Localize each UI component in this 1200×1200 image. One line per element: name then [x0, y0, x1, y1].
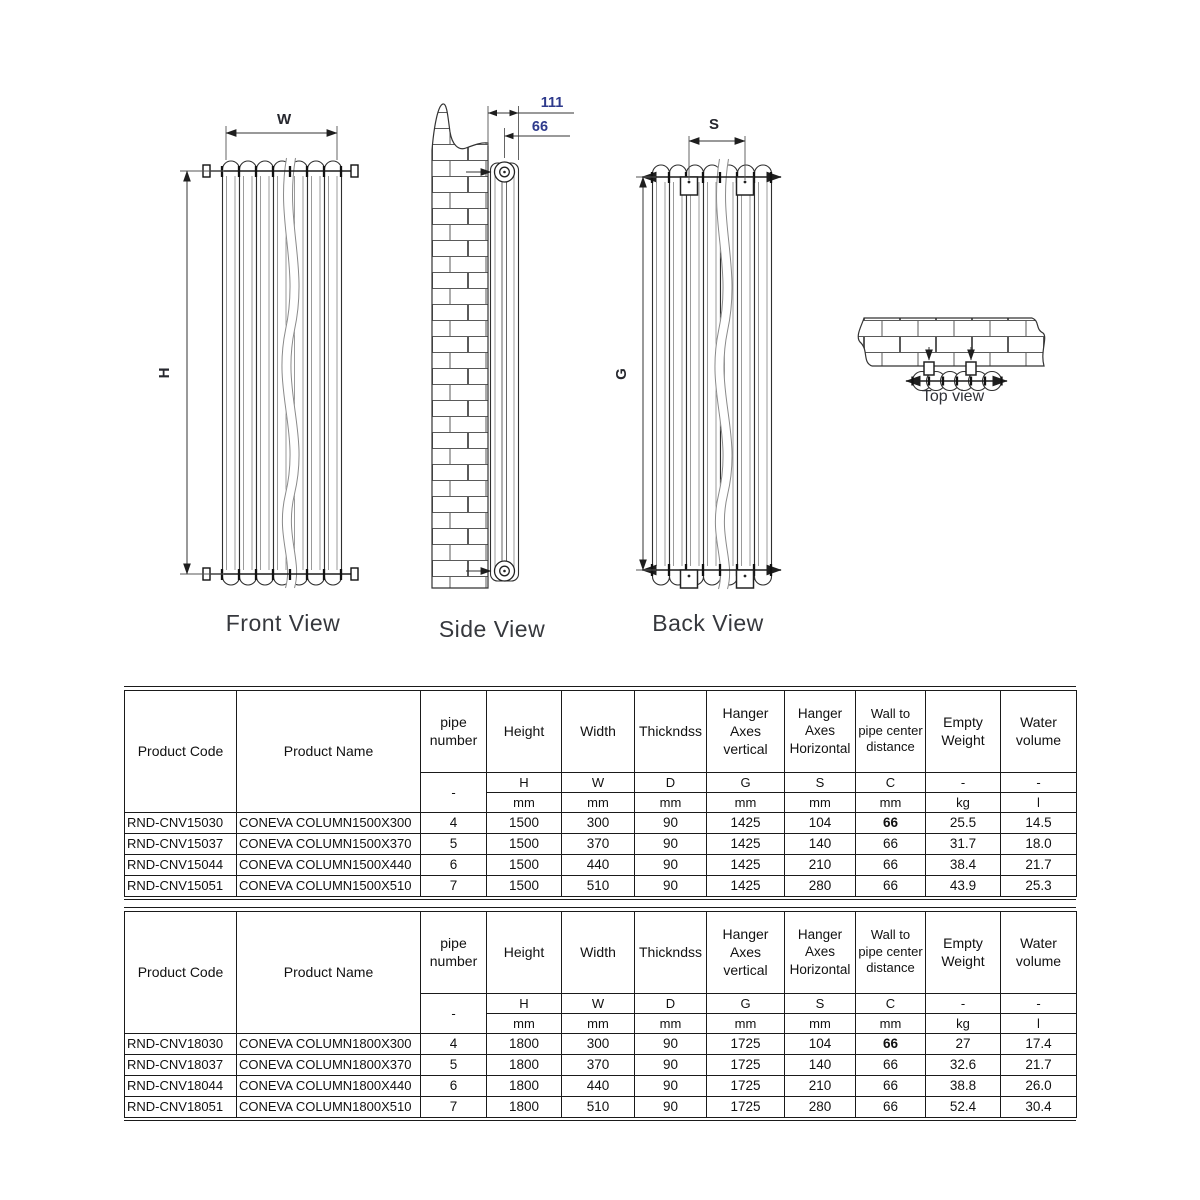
- table-row: [125, 833, 1077, 854]
- unit-cell: kg: [926, 792, 1001, 812]
- table-cell: 1425: [707, 833, 785, 854]
- unit-cell: mm: [785, 1013, 856, 1033]
- symbol-cell: C: [856, 772, 926, 792]
- width-dim-label: W: [277, 111, 292, 128]
- table-cell: 90: [635, 1096, 707, 1117]
- table-cell: 140: [785, 1054, 856, 1075]
- front-view-drawing: [156, 111, 358, 636]
- table-cell: RND-CNV18044: [125, 1075, 237, 1096]
- symbol-cell: -: [926, 772, 1001, 792]
- table-cell: 66: [856, 1033, 926, 1054]
- unit-cell: mm: [856, 1013, 926, 1033]
- symbol-cell: -: [421, 772, 487, 812]
- symbol-cell: W: [562, 772, 635, 792]
- table-cell: 1800: [487, 1033, 562, 1054]
- symbol-cell: W: [562, 993, 635, 1013]
- table-cell: RND-CNV15037: [125, 833, 237, 854]
- table-cell: CONEVA COLUMN1800X370: [237, 1054, 421, 1075]
- column-header: Width: [562, 690, 635, 772]
- table-cell: 90: [635, 1054, 707, 1075]
- table-cell: 21.7: [1001, 1054, 1077, 1075]
- table-cell: CONEVA COLUMN1800X440: [237, 1075, 421, 1096]
- side-depth-dimensions: [488, 95, 574, 160]
- column-header: Water volume: [1001, 911, 1077, 993]
- column-header: Hanger Axes vertical: [707, 690, 785, 772]
- height-dim-label: H: [156, 367, 173, 379]
- unit-cell: mm: [856, 792, 926, 812]
- top-view-caption: Top view: [921, 388, 985, 405]
- unit-cell: mm: [635, 1013, 707, 1033]
- symbol-cell: S: [785, 772, 856, 792]
- table-cell: CONEVA COLUMN1500X300: [237, 812, 421, 833]
- table-cell: RND-CNV15030: [125, 812, 237, 833]
- table-cell: RND-CNV18037: [125, 1054, 237, 1075]
- table-cell: 1425: [707, 812, 785, 833]
- table-cell: 140: [785, 833, 856, 854]
- hanger-vertical-dimension: [613, 177, 656, 570]
- symbol-cell: D: [635, 772, 707, 792]
- symbol-cell: -: [926, 993, 1001, 1013]
- radiator-tube: [257, 161, 274, 585]
- table-cell: 1425: [707, 854, 785, 875]
- table-cell: 1500: [487, 875, 562, 896]
- table-cell: 90: [635, 854, 707, 875]
- column-header: Thickndss: [635, 911, 707, 993]
- table-cell: 4: [421, 1033, 487, 1054]
- table-cell: 440: [562, 1075, 635, 1096]
- table-cell: 370: [562, 1054, 635, 1075]
- column-header: Product Name: [237, 690, 421, 812]
- table-cell: 66: [856, 854, 926, 875]
- back-view-drawing: [613, 116, 781, 636]
- symbol-cell: -: [1001, 993, 1077, 1013]
- unit-cell: mm: [785, 792, 856, 812]
- table-row: [125, 854, 1077, 875]
- table-cell: 90: [635, 875, 707, 896]
- table-row: [125, 875, 1077, 896]
- table-cell: 66: [856, 833, 926, 854]
- brick-wall-side: [432, 104, 488, 588]
- table-cell: 1725: [707, 1054, 785, 1075]
- table-cell: 5: [421, 1054, 487, 1075]
- column-header: Hanger Axes Horizontal: [785, 911, 856, 993]
- table-cell: 66: [856, 812, 926, 833]
- radiator-tube: [240, 161, 257, 585]
- unit-cell: kg: [926, 1013, 1001, 1033]
- table-cell: 7: [421, 875, 487, 896]
- table-cell: 6: [421, 854, 487, 875]
- radiator-tubes-back: [653, 165, 772, 585]
- table-row: [125, 1096, 1077, 1117]
- unit-cell: mm: [562, 1013, 635, 1033]
- spec-table-1800mm: [124, 907, 1076, 1121]
- symbol-cell: C: [856, 993, 926, 1013]
- table-cell: CONEVA COLUMN1500X510: [237, 875, 421, 896]
- symbol-cell: -: [421, 993, 487, 1033]
- table-row: [125, 1033, 1077, 1054]
- table-cell: CONEVA COLUMN1500X440: [237, 854, 421, 875]
- table-cell: 6: [421, 1075, 487, 1096]
- top-view-drawing: [858, 318, 1044, 405]
- spec-table-1500mm: [124, 686, 1076, 900]
- table-cell: 90: [635, 1075, 707, 1096]
- front-height-dimension: [156, 171, 224, 574]
- table-cell: 66: [856, 1075, 926, 1096]
- table-row: [125, 812, 1077, 833]
- column-header: Hanger Axes Horizontal: [785, 690, 856, 772]
- radiator-tube: [653, 165, 670, 585]
- table-cell: CONEVA COLUMN1800X510: [237, 1096, 421, 1117]
- unit-cell: mm: [487, 792, 562, 812]
- table-cell: 1800: [487, 1096, 562, 1117]
- column-header: pipe number: [421, 911, 487, 993]
- table-cell: 21.7: [1001, 854, 1077, 875]
- table-cell: 1725: [707, 1075, 785, 1096]
- unit-cell: l: [1001, 1013, 1077, 1033]
- table-cell: 90: [635, 1033, 707, 1054]
- table-cell: RND-CNV18030: [125, 1033, 237, 1054]
- column-header: Wall to pipe center distance: [856, 911, 926, 993]
- table-cell: 300: [562, 812, 635, 833]
- table-cell: 370: [562, 833, 635, 854]
- table-cell: 210: [785, 854, 856, 875]
- column-header: Width: [562, 911, 635, 993]
- table-cell: 104: [785, 1033, 856, 1054]
- table-cell: 25.5: [926, 812, 1001, 833]
- table-cell: 32.6: [926, 1054, 1001, 1075]
- radiator-tube: [687, 165, 704, 585]
- table-row: [125, 1054, 1077, 1075]
- table-cell: 4: [421, 812, 487, 833]
- unit-cell: mm: [635, 792, 707, 812]
- table-cell: 7: [421, 1096, 487, 1117]
- radiator-tube: [223, 161, 240, 585]
- table-cell: 104: [785, 812, 856, 833]
- table-cell: CONEVA COLUMN1800X300: [237, 1033, 421, 1054]
- table-cell: 1725: [707, 1033, 785, 1054]
- total-depth-dim-label: 111: [540, 95, 564, 111]
- table-cell: 5: [421, 833, 487, 854]
- symbol-cell: S: [785, 993, 856, 1013]
- table-cell: 17.4: [1001, 1033, 1077, 1054]
- column-header: Height: [487, 690, 562, 772]
- symbol-cell: H: [487, 993, 562, 1013]
- column-header: Product Code: [125, 690, 237, 812]
- column-header: Water volume: [1001, 690, 1077, 772]
- table-row: [125, 1075, 1077, 1096]
- table-cell: 66: [856, 1096, 926, 1117]
- radiator-tube: [325, 161, 342, 585]
- column-header: Product Name: [237, 911, 421, 1033]
- unit-cell: mm: [487, 1013, 562, 1033]
- table-cell: 66: [856, 875, 926, 896]
- spec-tables: [124, 686, 1076, 1121]
- column-header: pipe number: [421, 690, 487, 772]
- table-cell: 440: [562, 854, 635, 875]
- table-cell: 1800: [487, 1054, 562, 1075]
- table-cell: 1425: [707, 875, 785, 896]
- front-width-dimension: [226, 111, 337, 160]
- table-cell: 510: [562, 1096, 635, 1117]
- table-cell: 14.5: [1001, 812, 1077, 833]
- table-cell: 510: [562, 875, 635, 896]
- radiator-tube: [670, 165, 687, 585]
- table-cell: 90: [635, 812, 707, 833]
- table-cell: 66: [856, 1054, 926, 1075]
- radiator-tube: [308, 161, 325, 585]
- table-cell: 1500: [487, 854, 562, 875]
- symbol-cell: G: [707, 772, 785, 792]
- radiator-tube: [738, 165, 755, 585]
- table-cell: 300: [562, 1033, 635, 1054]
- table-cell: 1800: [487, 1075, 562, 1096]
- table-cell: 1500: [487, 833, 562, 854]
- side-view-drawing: [432, 95, 574, 642]
- wall-to-pipe-center-dim-label: 66: [531, 119, 549, 135]
- table-cell: 90: [635, 833, 707, 854]
- table-cell: 18.0: [1001, 833, 1077, 854]
- column-header: Wall to pipe center distance: [856, 690, 926, 772]
- table-cell: 38.4: [926, 854, 1001, 875]
- table-cell: RND-CNV15051: [125, 875, 237, 896]
- column-header: Hanger Axes vertical: [707, 911, 785, 993]
- unit-cell: l: [1001, 792, 1077, 812]
- table-cell: RND-CNV18051: [125, 1096, 237, 1117]
- table-cell: 38.8: [926, 1075, 1001, 1096]
- table-cell: 210: [785, 1075, 856, 1096]
- table-cell: 1725: [707, 1096, 785, 1117]
- radiator-tube: [755, 165, 772, 585]
- table-cell: 26.0: [1001, 1075, 1077, 1096]
- table-cell: 280: [785, 1096, 856, 1117]
- table-cell: CONEVA COLUMN1500X370: [237, 833, 421, 854]
- column-header: Thickndss: [635, 690, 707, 772]
- back-view-caption: Back View: [652, 610, 764, 636]
- table-cell: 27: [926, 1033, 1001, 1054]
- table-cell: 52.4: [926, 1096, 1001, 1117]
- column-header: Empty Weight: [926, 690, 1001, 772]
- table-cell: 1500: [487, 812, 562, 833]
- table-cell: RND-CNV15044: [125, 854, 237, 875]
- symbol-cell: G: [707, 993, 785, 1013]
- symbol-cell: D: [635, 993, 707, 1013]
- unit-cell: mm: [707, 1013, 785, 1033]
- unit-cell: mm: [562, 792, 635, 812]
- unit-cell: mm: [707, 792, 785, 812]
- hanger-vertical-dim-label: G: [613, 368, 630, 380]
- table-cell: 43.9: [926, 875, 1001, 896]
- column-header: Height: [487, 911, 562, 993]
- table-cell: 31.7: [926, 833, 1001, 854]
- hanger-horizontal-dim-label: S: [708, 116, 720, 133]
- side-view-caption: Side View: [438, 616, 546, 642]
- table-cell: 25.3: [1001, 875, 1077, 896]
- column-header: Product Code: [125, 911, 237, 1033]
- symbol-cell: -: [1001, 772, 1077, 792]
- column-header: Empty Weight: [926, 911, 1001, 993]
- table-cell: 280: [785, 875, 856, 896]
- front-view-caption: Front View: [225, 610, 341, 636]
- brick-wall-top: [858, 318, 1044, 366]
- symbol-cell: H: [487, 772, 562, 792]
- table-cell: 30.4: [1001, 1096, 1077, 1117]
